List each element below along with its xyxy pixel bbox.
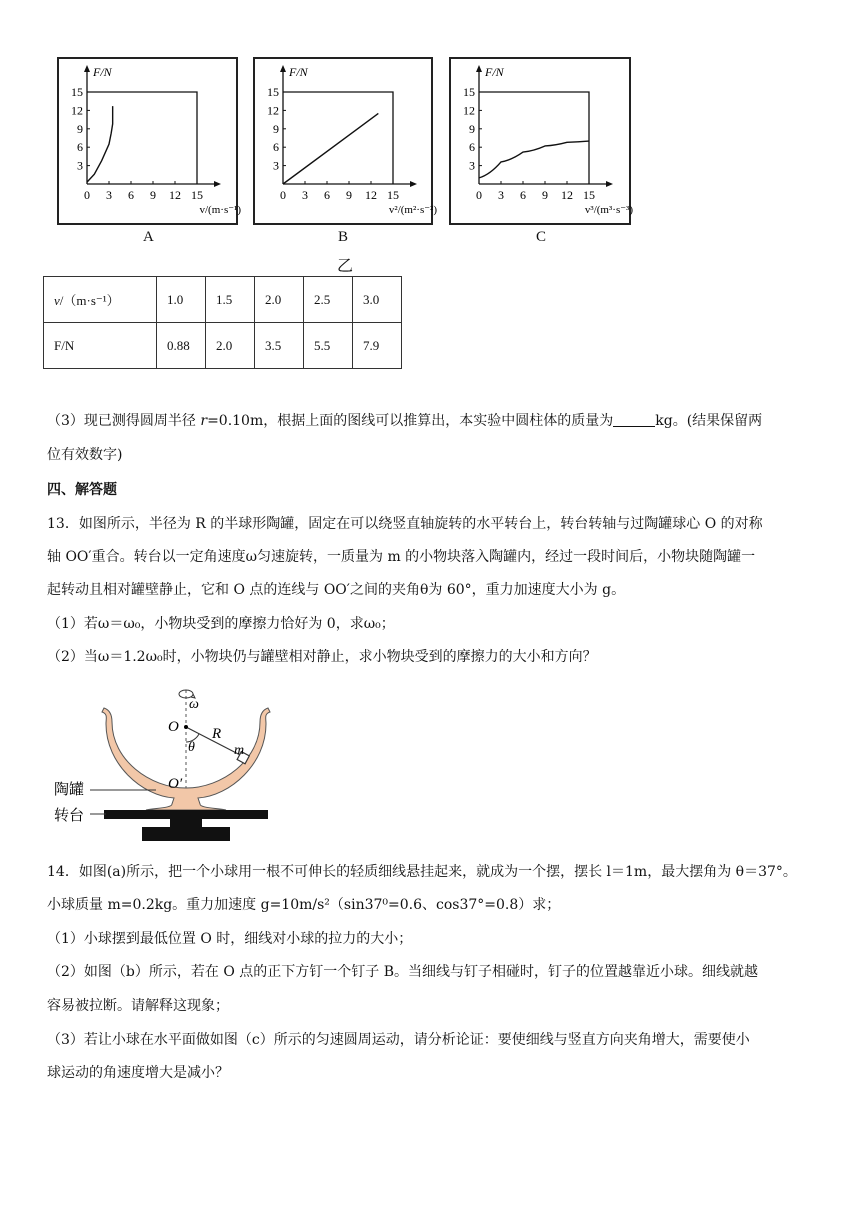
x-tick-label: 0 bbox=[280, 188, 286, 202]
label-omega: ω bbox=[189, 697, 199, 712]
x-tick-label: 12 bbox=[365, 188, 377, 202]
boundary-box bbox=[283, 92, 393, 184]
q3-line2: 位有效数字) bbox=[47, 447, 123, 463]
y-tick-label: 12 bbox=[71, 103, 83, 118]
x-tick-label: 15 bbox=[191, 188, 203, 202]
series-line bbox=[87, 106, 113, 182]
table-cell: 1.0 bbox=[157, 277, 206, 323]
data-table bbox=[43, 276, 402, 369]
y-axis-label: F/N bbox=[485, 65, 504, 79]
chart-c-label: C bbox=[536, 229, 547, 245]
chart-panel-c bbox=[449, 57, 631, 225]
table-cell: 3.0 bbox=[353, 277, 402, 323]
q3-line1: （3）现已测得圆周半径 r=0.10m，根据上面的图线可以推算出，本实验中圆柱体的质量为 kg。(结果保留两 bbox=[47, 413, 763, 429]
y-tick-label: 12 bbox=[267, 103, 279, 118]
x-axis-arrow bbox=[606, 181, 613, 187]
x-tick-label: 12 bbox=[561, 188, 573, 202]
table-cell: 7.9 bbox=[353, 323, 402, 369]
q14-part2b: 容易被拉断。请解释这现象； bbox=[47, 998, 229, 1014]
section-heading: 四、解答题 bbox=[47, 482, 117, 498]
x-tick-label: 3 bbox=[302, 188, 308, 202]
x-axis-label: v³/(m³·s⁻³) bbox=[584, 204, 633, 216]
q14-part3a: （3）若让小球在水平面做如图（c）所示的匀速圆周运动，请分析论证：要使细线与竖直方向夹角增大，需要使小 bbox=[47, 1032, 750, 1048]
boundary-box bbox=[87, 92, 197, 184]
q13-line2: 轴 OO′重合。转台以一定角速度ω匀速旋转，一质量为 m 的小物块落入陶罐内，经过一段时间后，小物块随陶罐一 bbox=[47, 549, 756, 565]
label-o-prime: O′ bbox=[168, 776, 183, 792]
x-axis-arrow bbox=[214, 181, 221, 187]
x-tick-label: 12 bbox=[169, 188, 181, 202]
y-axis-arrow bbox=[280, 65, 286, 72]
y-tick-label: 3 bbox=[77, 158, 83, 173]
q14-part3b: 球运动的角速度增大是减小？ bbox=[47, 1065, 229, 1081]
x-tick-label: 9 bbox=[346, 188, 352, 202]
table-cell: 0.88 bbox=[157, 323, 206, 369]
y-axis-label: F/N bbox=[93, 65, 112, 79]
chart-a bbox=[59, 59, 241, 223]
figure-caption: 乙 bbox=[337, 256, 354, 275]
chart-a-label: A bbox=[143, 229, 154, 245]
boundary-box bbox=[479, 92, 589, 184]
x-tick-label: 3 bbox=[106, 188, 112, 202]
label-r: R bbox=[212, 726, 222, 742]
q13-part1: （1）若ω＝ω₀，小物块受到的摩擦力恰好为 0，求ω₀； bbox=[47, 616, 395, 632]
y-tick-label: 12 bbox=[463, 103, 475, 118]
x-axis-label: v²/(m²·s⁻²) bbox=[388, 204, 437, 216]
y-tick-label: 15 bbox=[267, 85, 279, 99]
y-tick-label: 6 bbox=[469, 140, 475, 155]
series-line bbox=[283, 113, 378, 184]
label-pot: 陶罐 bbox=[54, 782, 85, 798]
y-tick-label: 3 bbox=[469, 158, 475, 173]
q14-line1: 14．如图(a)所示，把一个小球用一根不可伸长的轻质细线悬挂起来，就成为一个摆，摆长 l＝1m，最大摆角为 θ＝37°。 bbox=[47, 864, 797, 880]
q13-part2: （2）当ω＝1.2ω₀时，小物块仍与罐壁相对静止，求小物块受到的摩擦力的大小和方向？ bbox=[47, 649, 597, 665]
table-row bbox=[44, 277, 402, 323]
table-cell: 2.0 bbox=[206, 323, 255, 369]
label-theta: θ bbox=[188, 740, 195, 755]
x-tick-label: 6 bbox=[324, 188, 330, 202]
chart-b-label: B bbox=[338, 229, 349, 245]
x-tick-label: 3 bbox=[498, 188, 504, 202]
y-tick-label: 6 bbox=[273, 140, 279, 155]
chart-panel-b bbox=[253, 57, 437, 225]
q14-part1: （1）小球摆到最低位置 O 时，细线对小球的拉力的大小； bbox=[47, 931, 413, 947]
label-o: O bbox=[168, 719, 179, 735]
y-axis-arrow bbox=[84, 65, 90, 72]
y-tick-label: 9 bbox=[469, 121, 475, 136]
label-turntable: 转台 bbox=[54, 808, 85, 824]
y-tick-label: 15 bbox=[463, 85, 475, 99]
table-header-f: F/N bbox=[44, 323, 157, 369]
x-tick-label: 15 bbox=[583, 188, 595, 202]
table-cell: 3.5 bbox=[255, 323, 304, 369]
q14-part2a: （2）如图（b）所示，若在 O 点的正下方钉一个钉子 B。当细线与钉子相碰时，钉子的位置越靠近小球。细线就越 bbox=[47, 964, 758, 980]
y-tick-label: 15 bbox=[71, 85, 83, 99]
table-header-v: v/（m·s⁻¹） bbox=[44, 277, 157, 323]
x-tick-label: 9 bbox=[542, 188, 548, 202]
series-line bbox=[479, 141, 589, 178]
q13-line1: 13．如图所示，半径为 R 的半球形陶罐，固定在可以绕竖直轴旋转的水平转台上，转台转轴与过陶罐球心 O 的对称 bbox=[47, 516, 763, 532]
x-axis-label: v/(m·s⁻¹) bbox=[199, 204, 241, 216]
y-tick-label: 6 bbox=[77, 140, 83, 155]
table-cell: 5.5 bbox=[304, 323, 353, 369]
q13-line3: 起转动且相对罐壁静止，它和 O 点的连线与 OO′之间的夹角θ为 60°，重力加速度大小为 g。 bbox=[47, 582, 626, 598]
table-row bbox=[44, 323, 402, 369]
table-cell: 2.5 bbox=[304, 277, 353, 323]
q14-line2: 小球质量 m=0.2kg。重力加速度 g=10m/s²（sin37⁰=0.6、cos37°=0.8）求； bbox=[47, 897, 561, 913]
x-tick-label: 6 bbox=[520, 188, 526, 202]
y-axis-arrow bbox=[476, 65, 482, 72]
chart-c bbox=[451, 59, 633, 223]
table-cell: 1.5 bbox=[206, 277, 255, 323]
table-cell: 2.0 bbox=[255, 277, 304, 323]
x-tick-label: 0 bbox=[84, 188, 90, 202]
pot-figure bbox=[50, 680, 290, 850]
chart-b bbox=[255, 59, 437, 223]
label-m: m bbox=[234, 743, 245, 758]
y-tick-label: 9 bbox=[77, 121, 83, 136]
y-axis-label: F/N bbox=[289, 65, 308, 79]
x-tick-label: 0 bbox=[476, 188, 482, 202]
x-tick-label: 6 bbox=[128, 188, 134, 202]
chart-panel-a bbox=[57, 57, 241, 225]
x-axis-arrow bbox=[410, 181, 417, 187]
answer-blank bbox=[613, 412, 655, 427]
y-tick-label: 9 bbox=[273, 121, 279, 136]
x-tick-label: 15 bbox=[387, 188, 399, 202]
x-tick-label: 9 bbox=[150, 188, 156, 202]
y-tick-label: 3 bbox=[273, 158, 279, 173]
